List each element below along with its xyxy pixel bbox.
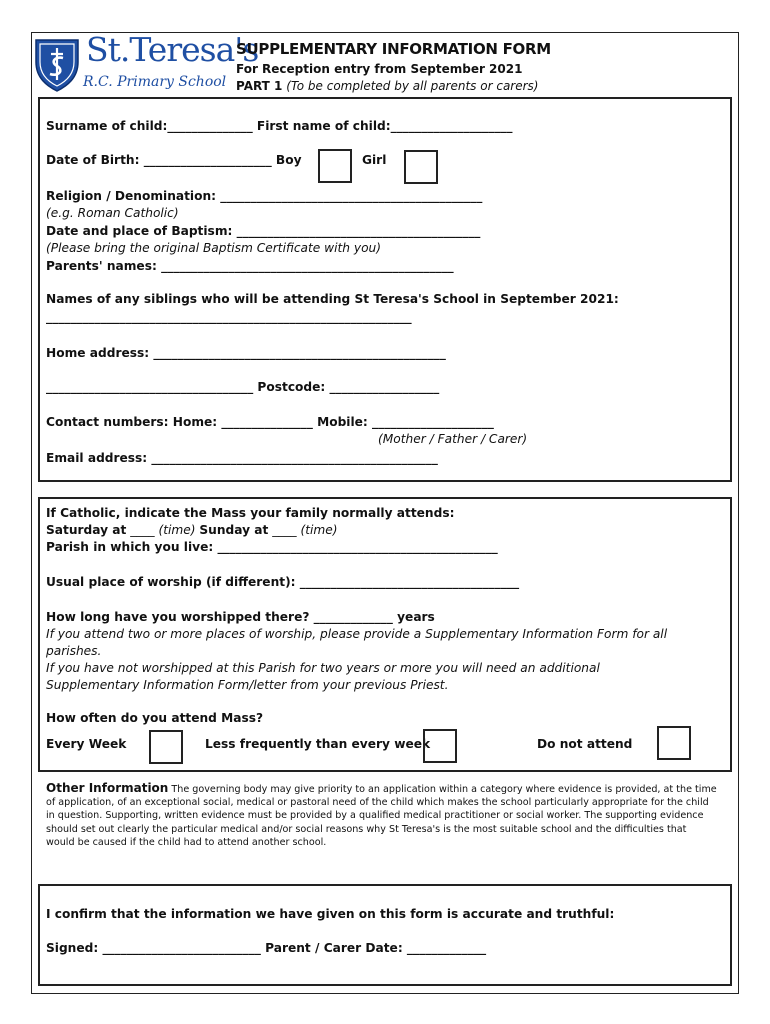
mass-frequency-question: How often do you attend Mass? [46, 711, 264, 725]
home-address-field[interactable]: Home address: ________________________________________________ [46, 346, 446, 360]
part-label: PART 1 [236, 79, 283, 93]
part-label-row [236, 79, 538, 93]
contact-note: (Mother / Father / Carer) [378, 432, 528, 446]
boy-checkbox[interactable] [318, 149, 352, 183]
previous-priest-note: If you have not worshipped at this Parish for two years or more you will need an additional [46, 661, 600, 675]
less-frequent-label: Less frequently than every week [205, 737, 431, 751]
not-attend-checkbox[interactable] [657, 726, 691, 760]
confirmation-statement: I confirm that the information we have given on this form is accurate and truthful: [46, 907, 615, 921]
worship-place-field[interactable]: Usual place of worship (if different): ____________________________________ [46, 575, 520, 589]
baptism-field[interactable]: Date and place of Baptism: ________________________________________ [46, 224, 481, 238]
part-note: (To be completed by all parents or carers) [286, 79, 539, 93]
saturday-time-unit: (time) [158, 523, 196, 537]
less-frequent-checkbox[interactable] [423, 729, 457, 763]
other-information-text: The governing body may give priority to an application within a category where evidence is provided, at the time of application, of an exceptional social, medical or pastoral need of the child which makes the school particularly appropriate for the child in question. Supporting, written evidence must be provided by a qualified medical practitioner or social worker. The supporting evidence should set out clearly the particular medical and/or social reasons why St Teresa's is the most suitable school and the difficulties that would be caused if the child had to attend another school. [46, 784, 717, 848]
email-field[interactable]: Email address: _______________________________________________ [46, 451, 438, 465]
siblings-field[interactable]: ____________________________________________________________ [46, 310, 412, 324]
school-logo [33, 30, 259, 98]
saturday-label: Saturday at [46, 523, 127, 537]
mass-times-row [46, 523, 338, 537]
parish-field[interactable]: Parish in which you live: ______________________________________________ [46, 540, 498, 554]
girl-checkbox[interactable] [404, 150, 438, 184]
baptism-note: (Please bring the original Baptism Certificate with you) [46, 241, 382, 255]
multiple-parishes-note-cont: parishes. [46, 644, 102, 658]
girl-label: Girl [362, 153, 387, 167]
catholic-question: If Catholic, indicate the Mass your family normally attends: [46, 506, 455, 520]
every-week-checkbox[interactable] [149, 730, 183, 764]
sunday-time-unit: (time) [300, 523, 338, 537]
confirmation-section [38, 884, 732, 986]
form-title: SUPPLEMENTARY INFORMATION FORM [236, 40, 551, 58]
parents-names-field[interactable]: Parents' names: ________________________________________________ [46, 259, 454, 273]
other-information-heading: Other Information [46, 781, 169, 795]
religion-field[interactable]: Religion / Denomination: ___________________________________________ [46, 189, 483, 203]
siblings-question: Names of any siblings who will be attending St Teresa's School in September 2021: [46, 292, 619, 306]
religion-example: (e.g. Roman Catholic) [46, 206, 179, 220]
worship-duration-field[interactable]: How long have you worshipped there? _____________ years [46, 610, 435, 624]
surname-firstname-field[interactable]: Surname of child:______________ First name of child:____________________ [46, 119, 513, 133]
saturday-time-field[interactable]: ____ [130, 523, 155, 537]
dob-field[interactable]: Date of Birth: _____________________ Boy [46, 153, 302, 167]
form-subtitle: For Reception entry from September 2021 [236, 62, 523, 76]
address-postcode-field[interactable]: __________________________________ Postcode: __________________ [46, 380, 440, 394]
sunday-label: Sunday at [199, 523, 269, 537]
not-attend-label: Do not attend [537, 737, 633, 751]
school-name: St.Teresa's [86, 30, 259, 69]
other-information [46, 782, 718, 849]
signature-date-field[interactable]: Signed: __________________________ Parent / Carer Date: _____________ [46, 941, 487, 955]
sunday-time-field[interactable]: ____ [272, 523, 297, 537]
school-subtitle: R.C. Primary School [83, 74, 227, 90]
multiple-parishes-note: If you attend two or more places of worship, please provide a Supplementary Information Form for all [46, 627, 668, 641]
previous-priest-note-cont: Supplementary Information Form/letter from your previous Priest. [46, 678, 449, 692]
contact-numbers-field[interactable]: Contact numbers: Home: _______________ Mobile: ____________________ [46, 415, 494, 429]
every-week-label: Every Week [46, 737, 127, 751]
shield-icon [33, 36, 81, 92]
